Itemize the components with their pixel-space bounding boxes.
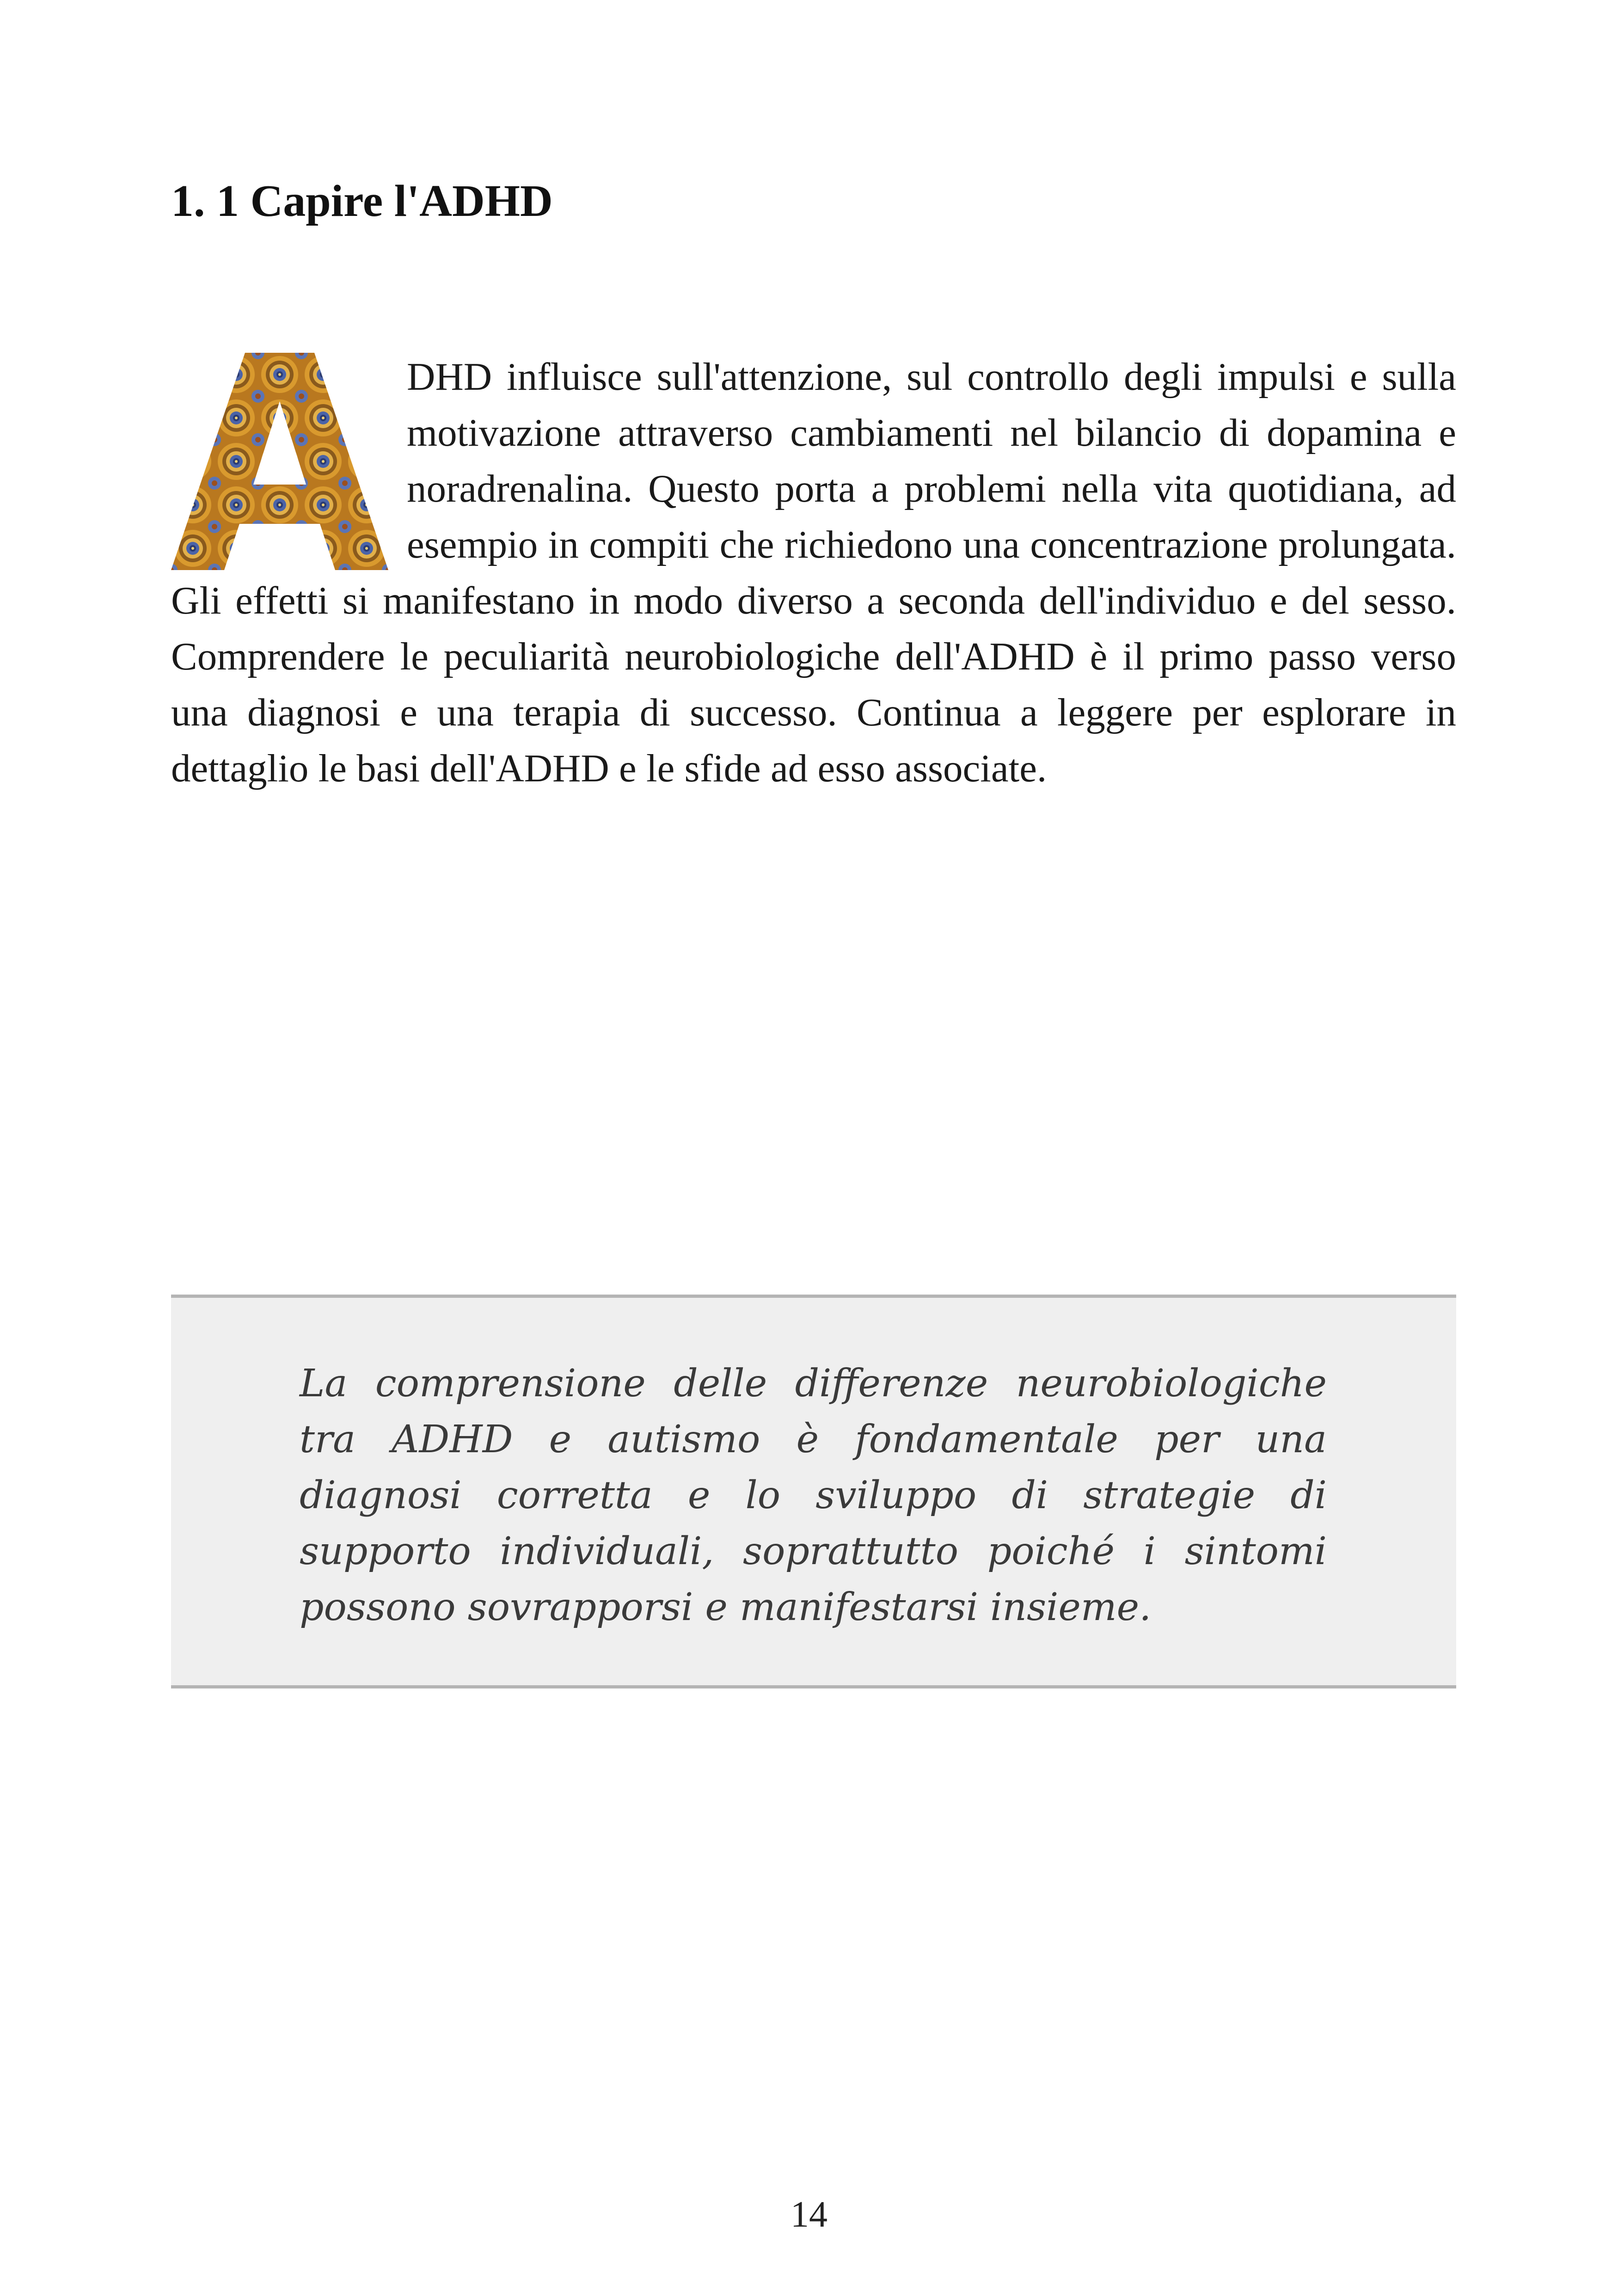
page-number: 14: [791, 2194, 827, 2235]
body-paragraph: [171, 349, 1456, 797]
paragraph-text: DHD influisce sull'attenzione, sul controllo degli impulsi e sulla motivazione attraverso cambiamenti nel bilancio di dopamina e noradrenalina. Questo porta a problemi nella vita quotidiana, ad esempio in compiti che richiedono una concentrazione prolungata. Gli effetti si manifestano in modo diverso a seconda dell'individuo e del sesso. Comprendere le peculiarità neurobiologiche dell'ADHD è il primo passo verso una diagnosi e una terapia di successo. Continua a leggere per esplorare in dettaglio le basi dell'ADHD e le sfide ad esso associate.: [171, 355, 1456, 790]
section-heading: 1. 1 Capire l'ADHD: [171, 176, 553, 226]
callout-text: La comprensione delle differenze neurobiologiche tra ADHD e autismo è fondamentale per una diagnosi corretta e lo sviluppo di strategie di supporto individuali, soprattutto poiché i sintomi possono sovrapporsi e manifestarsi insieme.: [300, 1362, 1327, 1629]
drop-cap-a-icon: [171, 353, 388, 570]
callout-box: [171, 1295, 1456, 1688]
